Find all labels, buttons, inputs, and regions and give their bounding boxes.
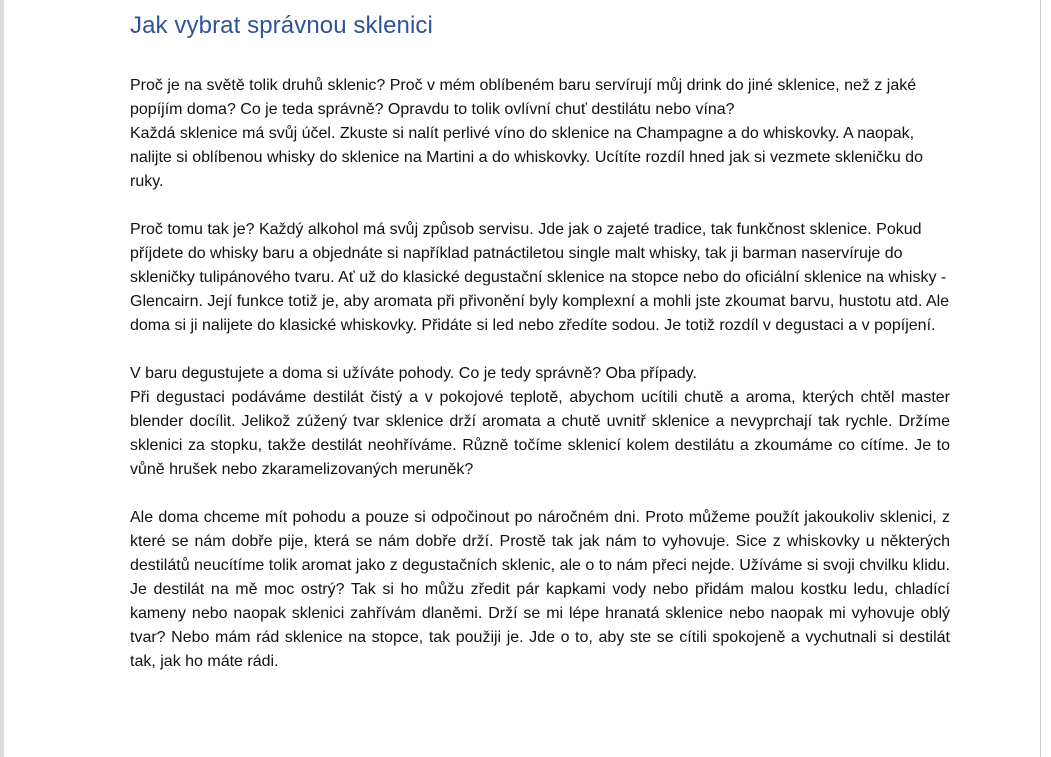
paragraph-group-service xyxy=(130,218,950,338)
right-page-border xyxy=(1040,0,1041,757)
paragraph-group-tasting xyxy=(130,362,950,482)
paragraph-group-intro xyxy=(130,74,950,194)
paragraph-group-home xyxy=(130,506,950,674)
paragraph-6: Ale doma chceme mít pohodu a pouze si odpočinout po náročném dni. Proto můžeme použít jakoukoliv sklenici, z které se nám dobře pije, která se nám dobře drží. Prostě tak jak nám to vyhovuje. Sice z whiskovky u některých destilátů neucítíme tolik aromat jako z degustačních sklenic, ale o to nám přeci nejde. Užíváme si svoji chvilku klidu. Je destilát na mě moc ostrý? Tak si ho můžu zředit pár kapkami vody nebo přidám malou kostku ledu, chladící kameny nebo naopak sklenici zahřívám dlaněmi. Drží se mi lépe hranatá sklenice nebo naopak mi vyhovuje oblý tvar? Nebo mám rád sklenice na stopce, tak použiji je. Jde o to, aby ste se cítili spokojeně a vychutnali si destilát tak, jak ho máte rádi. xyxy=(130,509,950,670)
paragraph-4: V baru degustujete a doma si užíváte pohody. Co je tedy správně? Oba případy. xyxy=(130,365,697,382)
document-page xyxy=(130,8,950,674)
left-page-border xyxy=(0,0,4,757)
paragraph-1: Proč je na světě tolik druhů sklenic? Proč v mém oblíbeném baru servírují můj drink do jiné sklenice, než z jaké popíjím doma? Co je teda správně? Opravdu to tolik ovlívní chuť destilátu nebo vína? xyxy=(130,77,917,118)
paragraph-5: Při degustaci podáváme destilát čistý a v pokojové teplotě, abychom ucítili chutě a aroma, kterých chtěl master blender docílit. Jelikož zúžený tvar sklenice drží aromata a chutě uvnitř sklenice a nevyprchají tak rychle. Držíme sklenici za stopku, takže destilát neohříváme. Různě točíme sklenicí kolem destilátu a zkoumáme co cítíme. Je to vůně hrušek nebo zkaramelizovaných meruněk? xyxy=(130,389,950,478)
paragraph-3: Proč tomu tak je? Každý alkohol má svůj způsob servisu. Jde jak o zajeté tradice, tak funkčnost sklenice. Pokud příjdete do whisky baru a objednáte si například patnáctiletou single malt whisky, tak ji barman naservíruje do skleničky tulipánového tvaru. Ať už do klasické degustační sklenice na stopce nebo do oficiální sklenice na whisky - Glencairn. Její funkce totiž je, aby aromata při přivonění byly komplexní a mohli jste zkoumat barvu, hustotu atd. Ale doma si ji nalijete do klasické whiskovky. Přidáte si led nebo zředíte sodou. Je totiž rozdíl v degustaci a v popíjení. xyxy=(130,221,950,334)
paragraph-2: Každá sklenice má svůj účel. Zkuste si nalít perlivé víno do sklenice na Champagne a do whiskovky. A naopak, nalijte si oblíbenou whisky do sklenice na Martini a do whiskovky. Ucítíte rozdíl hned jak si vezmete skleničku do ruky. xyxy=(130,125,923,190)
document-title: Jak vybrat správnou sklenici xyxy=(130,12,433,39)
